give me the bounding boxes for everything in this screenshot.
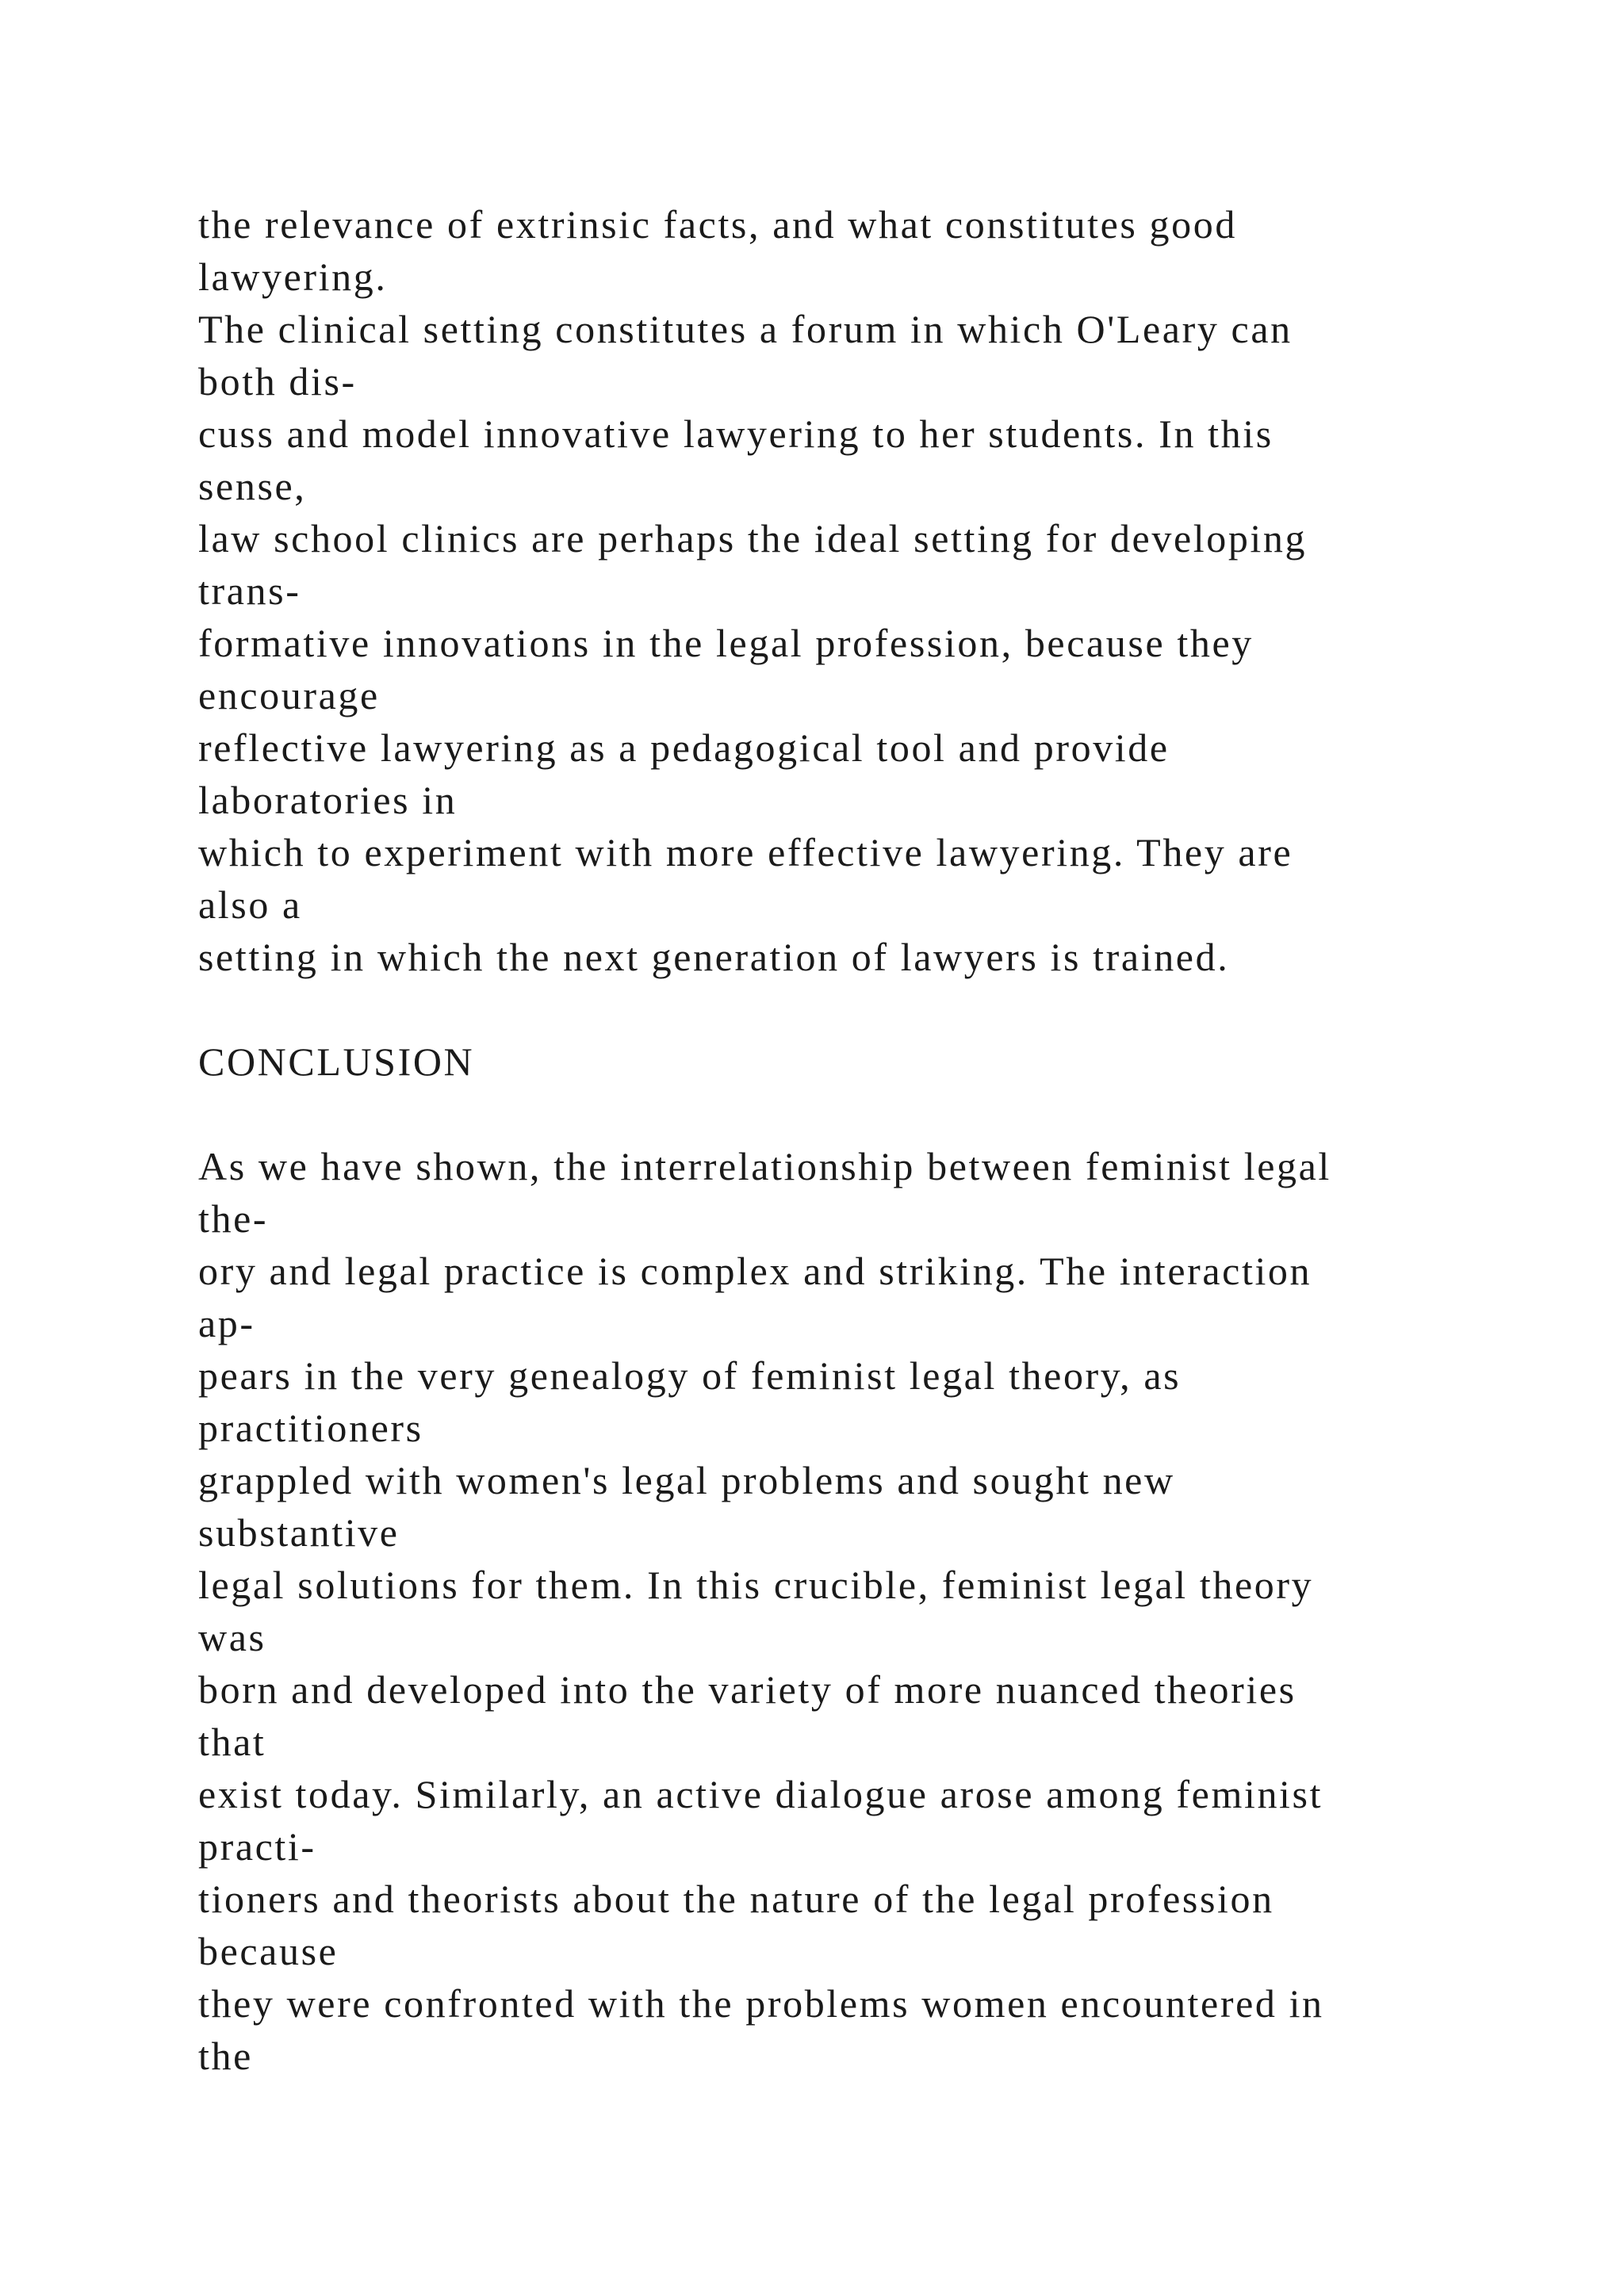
text-line: ap- (198, 1301, 255, 1345)
text-line: was (198, 1615, 266, 1659)
text-line: because (198, 1929, 339, 1973)
text-line: exist today. Similarly, an active dialogue arose among feminist (198, 1772, 1323, 1816)
text-line: also a (198, 882, 302, 927)
text-line: practitioners (198, 1406, 423, 1450)
text-line: formative innovations in the legal profession, because they (198, 621, 1254, 665)
text-line: pears in the very genealogy of feminist legal theory, as (198, 1353, 1182, 1398)
text-line: born and developed into the variety of more nuanced theories (198, 1667, 1297, 1712)
text-line: sense, (198, 464, 307, 508)
text-line: which to experiment with more effective lawyering. They are (198, 830, 1293, 874)
text-line: the relevance of extrinsic facts, and what constitutes good (198, 202, 1237, 247)
text-line: the- (198, 1196, 269, 1241)
text-line: The clinical setting constitutes a forum in which O'Leary can (198, 307, 1293, 351)
text-line: As we have shown, the interrelationship between feminist legal (198, 1144, 1331, 1188)
text-line: the (198, 2034, 253, 2078)
text-line: practi- (198, 1824, 316, 1869)
text-line: that (198, 1720, 266, 1764)
text-line: grappled with women's legal problems and sought new (198, 1458, 1175, 1502)
text-line: trans- (198, 568, 301, 613)
section-heading: CONCLUSION (198, 1039, 475, 1084)
text-line: both dis- (198, 359, 357, 404)
text-line: substantive (198, 1510, 400, 1555)
text-line: setting in which the next generation of lawyers is trained. (198, 935, 1230, 979)
text-line: they were confronted with the problems women encountered in (198, 1981, 1324, 2026)
text-line: cuss and model innovative lawyering to her students. In this (198, 411, 1274, 456)
text-line: lawyering. (198, 254, 388, 299)
text-line: laboratories in (198, 778, 458, 822)
text-line: reflective lawyering as a pedagogical tool and provide (198, 725, 1170, 770)
text-line: tioners and theorists about the nature of the legal profession (198, 1877, 1274, 1921)
text-line: ory and legal practice is complex and striking. The interaction (198, 1249, 1312, 1293)
text-line: law school clinics are perhaps the ideal setting for developing (198, 516, 1308, 561)
text-line: legal solutions for them. In this crucible, feminist legal theory (198, 1563, 1314, 1607)
text-line: encourage (198, 673, 380, 718)
